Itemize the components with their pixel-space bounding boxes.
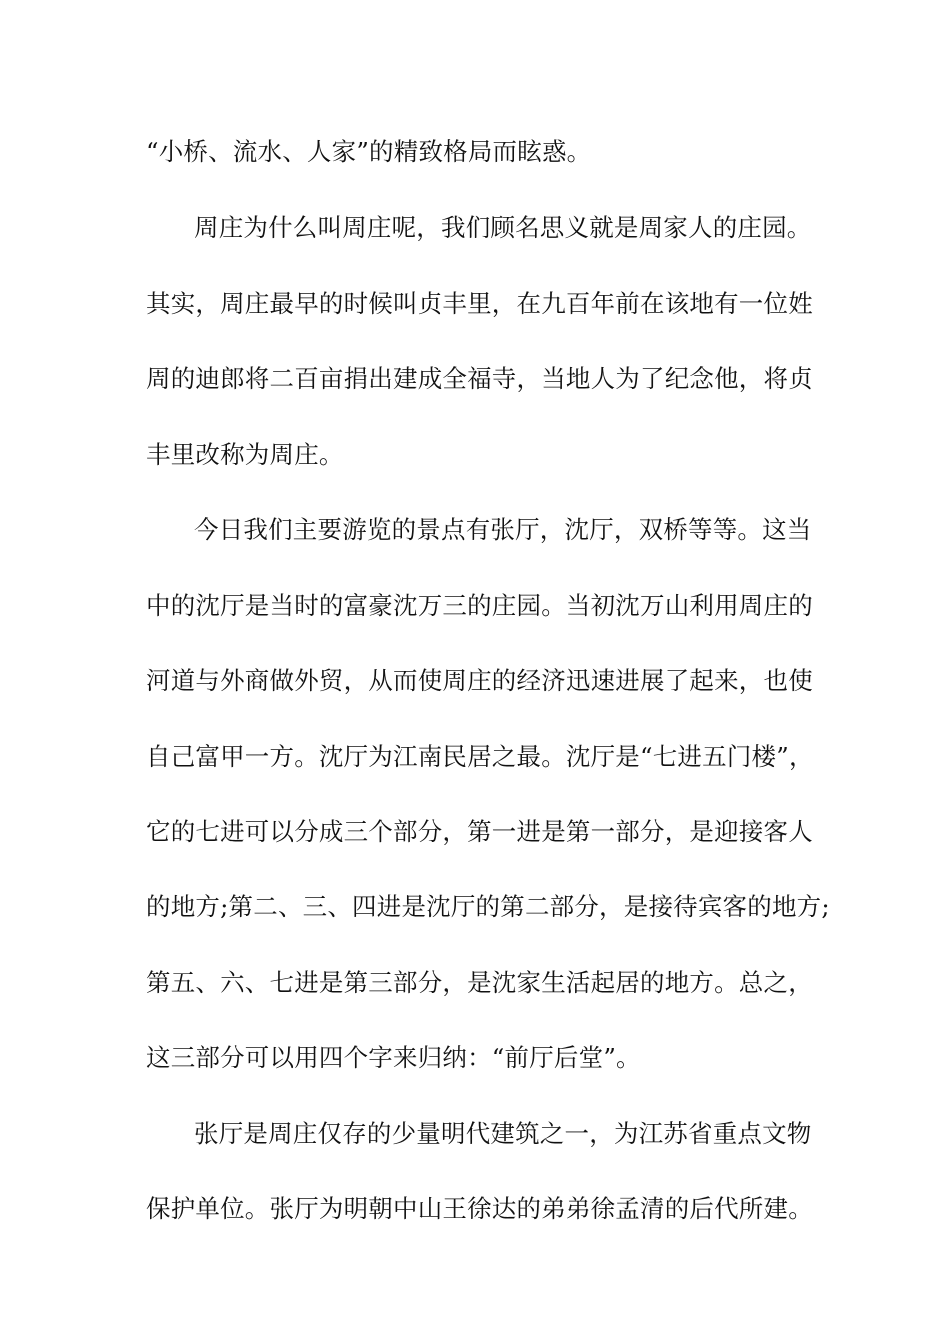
text-line-10: 它的七进可以分成三个部分，第一进是第一部分，是迎接客人 [146, 817, 813, 846]
text-line-13: 这三部分可以用四个字来归纳：“前厅后堂”。 [146, 1043, 641, 1072]
text-line-5: 丰里改称为周庄。 [146, 440, 344, 469]
text-line-7: 中的沈厅是当时的富豪沈万三的庄园。当初沈万山利用周庄的 [146, 591, 813, 620]
text-line-9: 自己富甲一方。沈厅为江南民居之最。沈厅是“七进五门楼”， [146, 742, 814, 771]
text-line-12: 第五、六、七进是第三部分，是沈家生活起居的地方。总之， [146, 968, 813, 997]
paragraph-start-line: 今日我们主要游览的景点有张厅，沈厅，双桥等等。这当 [194, 515, 812, 544]
text-line-4: 周的迪郎将二百亩捐出建成全福寺，当地人为了纪念他，将贞 [146, 364, 813, 393]
paragraph-start-line: 张厅是周庄仅存的少量明代建筑之一，为江苏省重点文物 [194, 1119, 812, 1148]
text-line-8: 河道与外商做外贸，从而使周庄的经济迅速进展了起来，也使 [146, 666, 813, 695]
text-line-1: “小桥、流水、人家”的精致格局而眩惑。 [146, 137, 592, 166]
text-line-15: 保护单位。张厅为明朝中山王徐达的弟弟徐孟清的后代所建。 [146, 1194, 813, 1223]
paragraph-start-line: 周庄为什么叫周庄呢，我们顾名思义就是周家人的庄园。 [194, 213, 812, 242]
text-line-11: 的地方;第二、三、四进是沈厅的第二部分，是接待宾客的地方; [146, 892, 830, 921]
text-line-3: 其实，周庄最早的时候叫贞丰里，在九百年前在该地有一位姓 [146, 289, 813, 318]
